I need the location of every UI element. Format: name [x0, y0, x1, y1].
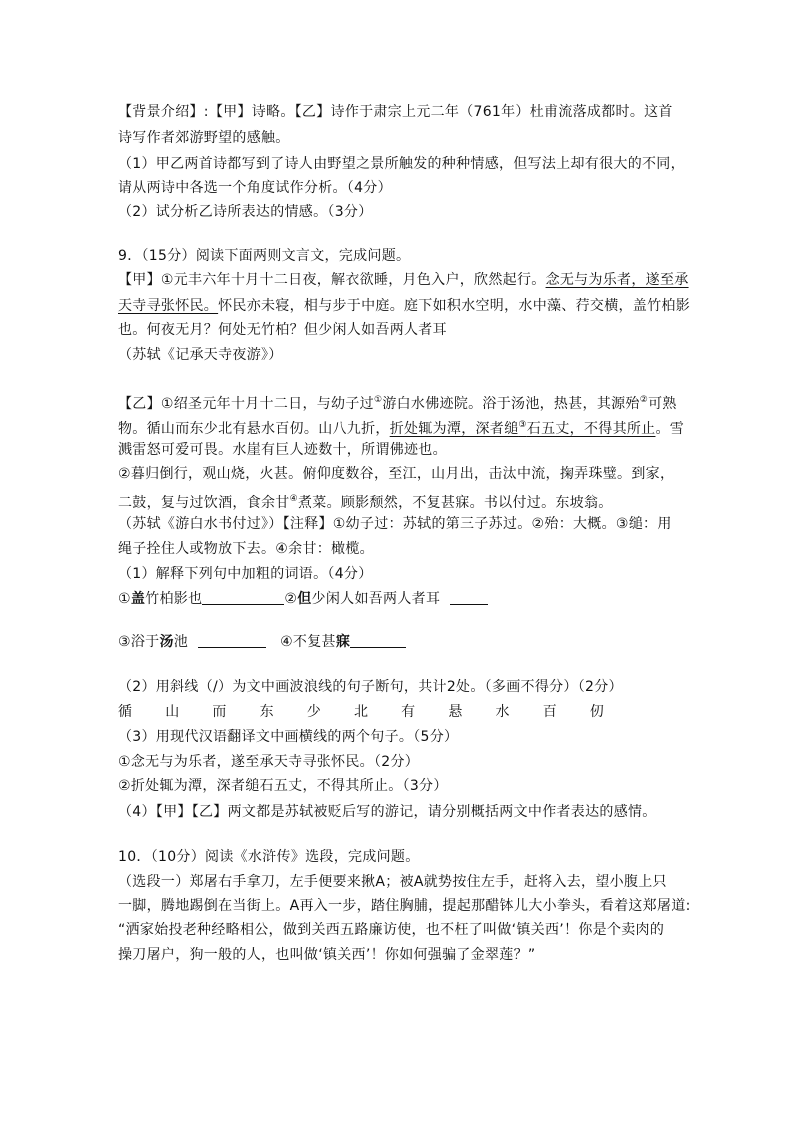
- item-text: ③浴于: [118, 634, 160, 650]
- footnote-mark: ③: [518, 420, 527, 430]
- passage-text: 。雪: [655, 421, 685, 437]
- bold-word: 但: [297, 591, 312, 607]
- sentence-char[interactable]: 仞: [589, 704, 604, 720]
- passage-jia-line: [118, 296, 734, 316]
- item-text: ④不复甚: [280, 634, 336, 650]
- passage-line: 一脚，腾地踢倒在当街上。A再入一步，踏住胸脯，提起那醋钵儿大小拳头，看着这郑屠道:: [118, 898, 691, 914]
- underlined-sentence: [390, 421, 656, 437]
- passage-text: 【乙】①绍圣元年十月十二日，与幼子过: [118, 396, 374, 412]
- sentence-char[interactable]: 山: [165, 704, 180, 720]
- passage-line: （选段一）郑屠右手拿刀，左手便要来揪A；被A就势按住左手，赶将入去，望小腹上只: [118, 874, 667, 890]
- passage-yi-line: [118, 390, 734, 414]
- answer-blank[interactable]: [350, 633, 406, 648]
- item-text: 池: [173, 634, 189, 650]
- passage-text: 折处辄为潭，深者缒: [389, 421, 519, 437]
- wavy-sentence-chars: [118, 702, 604, 722]
- question-8-2: （2）试分析乙诗所表达的情感。（3分）: [118, 204, 373, 220]
- passage-text: 【甲】①元丰六年十月十二日夜，解衣欲睡，月色入户，欣然起行。: [118, 272, 546, 288]
- item-text: 竹柏影也: [145, 591, 203, 607]
- passage-text: 怀民亦未寝，相与步于中庭。庭下如积水空明，水中藻、荇交横，盖竹柏影: [218, 298, 691, 314]
- sentence-char[interactable]: 水: [495, 704, 510, 720]
- passage-yi-line: [118, 489, 734, 513]
- underlined-sentence: 念无与为乐者，遂至承: [545, 272, 689, 288]
- subquestion-2-header: （2）用斜线（/）为文中画波浪线的句子断句，共计2处。（多画不得分）（2分）: [118, 679, 623, 695]
- subquestion-3-item: ①念无与为乐者，遂至承天寺寻张怀民。（2分）: [118, 754, 420, 770]
- bold-word: 寐: [335, 634, 351, 650]
- sentence-char[interactable]: 少: [306, 704, 321, 720]
- subquestion-4: （4）【甲】【乙】两文都是苏轼被贬后写的游记，请分别概括两文中作者表达的感情。: [118, 804, 657, 820]
- answer-blank[interactable]: [198, 633, 266, 648]
- intro-line: 诗写作者郊游野望的感触。: [118, 130, 290, 146]
- sentence-char[interactable]: 北: [353, 704, 368, 720]
- passage-yi-line: [118, 415, 734, 439]
- sentence-char[interactable]: 东: [259, 704, 274, 720]
- footnote-mark: ④: [289, 494, 298, 504]
- footnote-mark: ②: [639, 395, 649, 405]
- bold-word: 汤: [159, 634, 174, 650]
- footnote-mark: ①: [373, 395, 383, 405]
- item-number: ①: [118, 591, 131, 607]
- passage-yi-source: （苏轼《游白水书付过》）【注释】①幼子过：苏轼的第三子苏过。②殆：大概。③缒：用: [118, 516, 672, 532]
- sentence-char[interactable]: 而: [212, 704, 227, 720]
- subquestion-1-header: （1）解释下列句中加粗的词语。（4分）: [118, 566, 373, 582]
- passage-text: 二鼓，复与过饮酒，食余甘: [118, 495, 290, 511]
- passage-yi-line: ②暮归倒行，观山烧，火甚。俯仰度数谷，至江，山月出，击汰中流，掬弄珠璧。到家，: [118, 466, 675, 482]
- passage-line: 操刀屠户，狗一般的人，也叫做‘镇关西’！你如何强骗了金翠莲？”: [118, 947, 536, 963]
- sentence-char[interactable]: 悬: [448, 704, 463, 720]
- passage-yi-notes: 绳子拴住人或物放下去。④余甘：橄榄。: [118, 541, 374, 557]
- subquestion-3-item: ②折处辄为潭，深者缒石五丈，不得其所止。（3分）: [118, 778, 448, 794]
- question-10-header: 10．（10分）阅读《水浒传》选段，完成问题。: [118, 849, 420, 865]
- sentence-char[interactable]: 百: [542, 704, 557, 720]
- passage-jia-line: 也。何夜无月？何处无竹柏？但少闲人如吾两人者耳: [118, 322, 447, 338]
- subquestion-1-items: [118, 632, 734, 652]
- subquestion-1-items: [118, 589, 734, 609]
- item-number: ②: [284, 591, 298, 607]
- passage-jia-source: （苏轼《记承天寺夜游》）: [118, 347, 283, 363]
- passage-yi-line: 溅雷怒可爱可畏。水崖有巨人迹数十，所谓佛迹也。: [118, 442, 447, 458]
- passage-text: 游白水佛迹院。浴于汤池，热甚，其源殆: [382, 396, 640, 412]
- answer-blank[interactable]: [450, 590, 488, 605]
- passage-text: 可熟: [648, 396, 677, 412]
- passage-text: 物。循山而东少北有悬水百仞。山八九折，: [118, 421, 390, 437]
- subquestion-3-header: （3）用现代汉语翻译文中画横线的两个句子。（5分）: [118, 729, 459, 745]
- bold-word: 盖: [130, 591, 146, 607]
- question-9-header: 9．（15分）阅读下面两则文言文，完成问题。: [118, 248, 411, 264]
- passage-text: 煮菜。顾影颓然，不复甚寐。书以付过。东坡翁。: [297, 495, 613, 511]
- item-text: 少闲人如吾两人者耳: [311, 591, 441, 607]
- intro-line: 【背景介绍】:【甲】诗略。【乙】诗作于肃宗上元二年（761年）杜甫流落成都时。这首: [118, 104, 673, 120]
- sentence-char[interactable]: 有: [401, 704, 416, 720]
- answer-blank[interactable]: [202, 590, 284, 605]
- question-8-1-cont: 请从两诗中各选一个角度试作分析。（4分）: [118, 180, 392, 196]
- sentence-char[interactable]: 循: [118, 704, 132, 720]
- underlined-sentence: 天寺寻张怀民。: [118, 298, 219, 314]
- question-8-1: （1）甲乙两首诗都写到了诗人由野望之景所触发的种种情感，但写法上却有很大的不同，: [118, 156, 685, 172]
- passage-line: “洒家始投老种经略相公，做到关西五路廉访使，也不枉了叫做‘镇关西’！你是个卖肉的: [118, 922, 665, 938]
- passage-text: 石五丈，不得其所止: [526, 421, 656, 437]
- passage-jia-line: [118, 270, 734, 290]
